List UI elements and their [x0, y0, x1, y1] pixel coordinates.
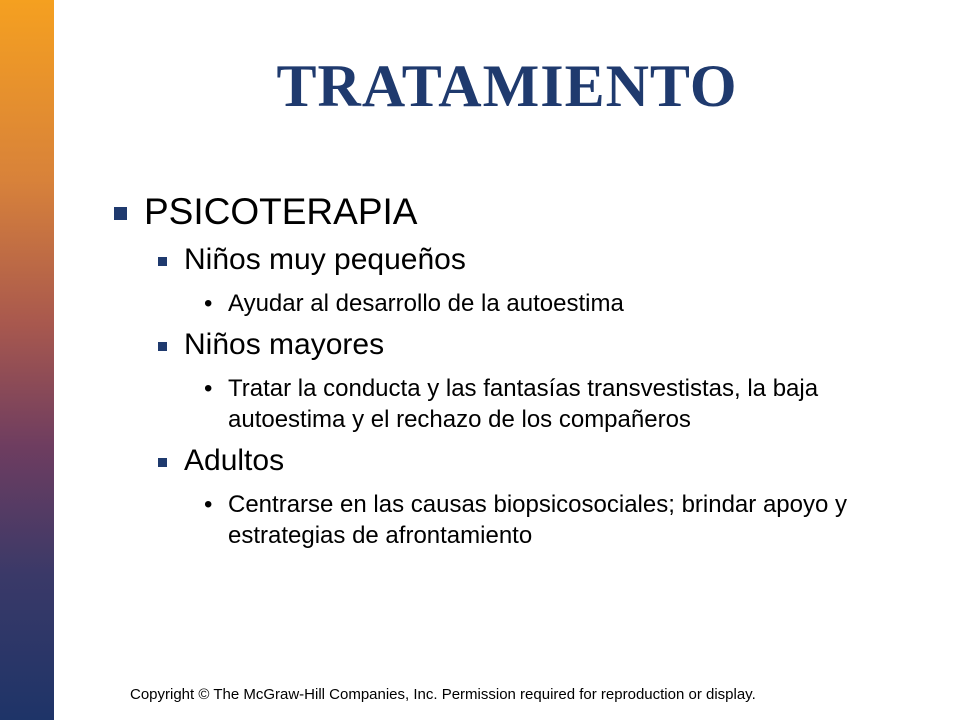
sub-bullet-causas: [110, 489, 930, 551]
dot-bullet-icon: •: [204, 491, 213, 518]
slide-content: [110, 190, 930, 557]
small-square-bullet-icon: [158, 458, 167, 467]
copyright-notice: Copyright © The McGraw-Hill Companies, Inc. Permission required for reproduction or display.: [130, 686, 756, 703]
bullet-adultos: [110, 443, 930, 479]
group-label: Niños muy pequeños: [184, 243, 466, 276]
dot-bullet-icon: •: [204, 375, 213, 402]
group-label: Adultos: [184, 444, 285, 477]
sub-bullet-autoestima: [110, 288, 930, 319]
sub-bullet-conducta: [110, 373, 930, 435]
square-bullet-icon: [114, 207, 127, 220]
decorative-gradient-sidebar: [0, 0, 54, 720]
heading-text: PSICOTERAPIA: [144, 191, 418, 232]
small-square-bullet-icon: [158, 342, 167, 351]
bullet-ninos-mayores: [110, 327, 930, 363]
slide-title: TRATAMIENTO: [276, 53, 738, 119]
group-detail: Ayudar al desarrollo de la autoestima: [228, 290, 624, 317]
small-square-bullet-icon: [158, 257, 167, 266]
bullet-psicoterapia: [110, 190, 930, 234]
group-label: Niños mayores: [184, 328, 385, 361]
group-detail: Tratar la conducta y las fantasías transvestistas, la baja autoestima y el rechazo de los compañeros: [228, 375, 819, 433]
dot-bullet-icon: •: [204, 290, 213, 317]
group-detail: Centrarse en las causas biopsicosociales; brindar apoyo y estrategias de afrontamiento: [228, 491, 847, 549]
bullet-ninos-muy-pequenos: [110, 242, 930, 278]
